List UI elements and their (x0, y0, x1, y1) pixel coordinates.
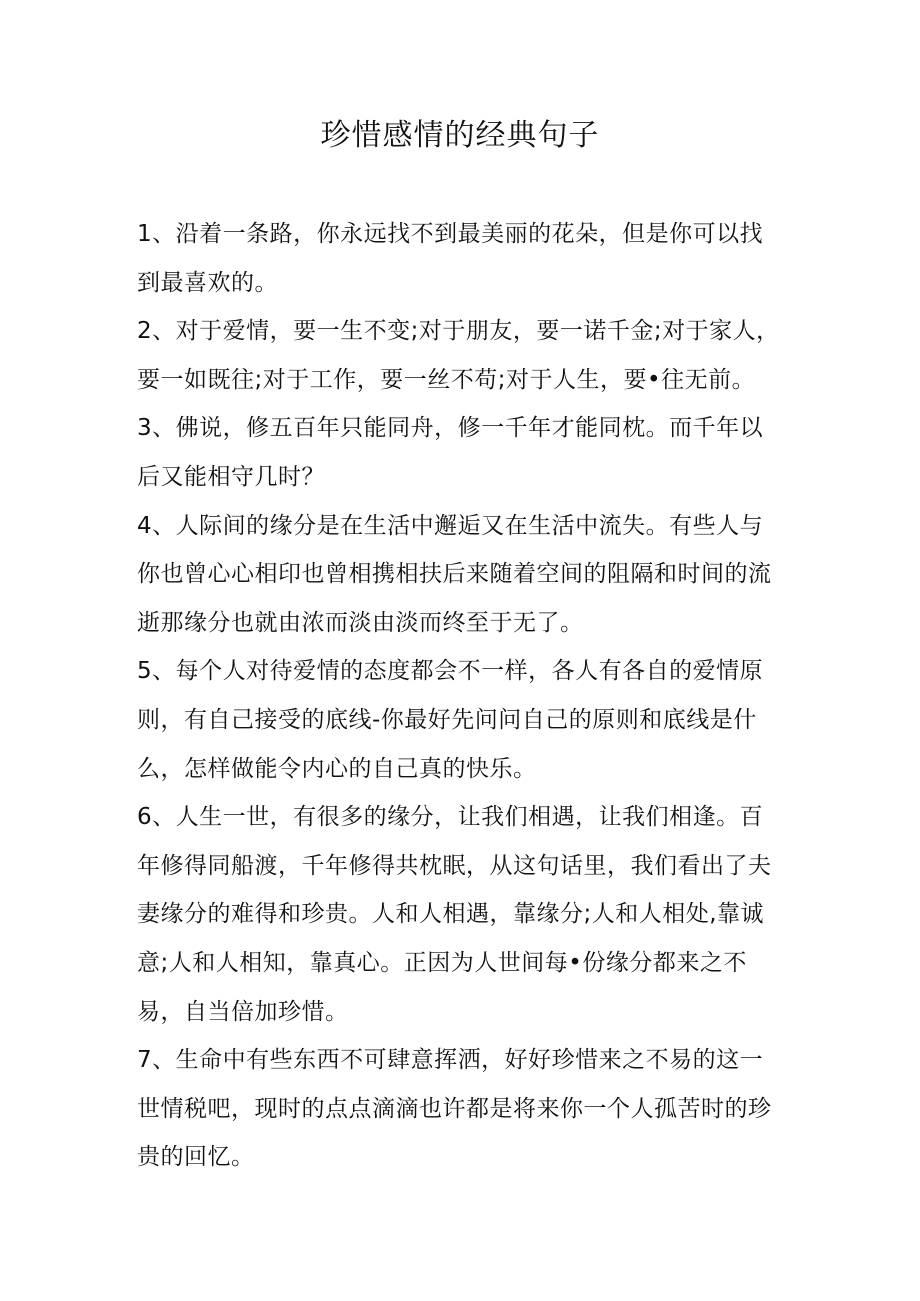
list-item-4: 4、人际间的缘分是在生活中邂逅又在生活中流失。有些人与你也曾心心相印也曾相携相扶后来随着空间的阻隔和时间的流逝那缘分也就由浓而淡由淡而终至于无了。 (137, 512, 772, 636)
list-item-3: 3、佛说，修五百年只能同舟，修一千年才能同枕。而千年以后又能相守几时？ (137, 415, 764, 490)
page-title: 珍惜感情的经典句子 (320, 118, 600, 153)
list-item-1: 1、沿着一条路，你永远找不到最美丽的花朵，但是你可以找到最喜欢的。 (137, 221, 764, 296)
list-item-6: 6、人生一世，有很多的缘分，让我们相遇，让我们相逢。百年修得同船渡，千年修得共枕眠，从这句话里，我们看出了夫妻缘分的难得和珍贵。人和人相遇，靠缘分;人和人相处,靠诚意;人和人相知，靠真心。正因为人世间每•份缘分都来之不易，自当倍加珍惜。 (137, 804, 772, 1025)
list-item-2: 2、对于爱情，要一生不变;对于朋友，要一诺千金;对于家人，要一如既往;对于工作，要一丝不苟;对于人生，要•往无前。 (137, 318, 780, 393)
list-item-7: 7、生命中有些东西不可肆意挥洒，好好珍惜来之不易的这一世情税吧，现时的点点滴滴也许都是将来你一个人孤苦时的珍贵的回忆。 (137, 1047, 772, 1171)
document-body (137, 210, 783, 1182)
list-item-5: 5、每个人对待爱情的态度都会不一样，各人有各自的爱情原则，有自己接受的底线-你最好先问问自己的原则和底线是什么，怎样做能令内心的自己真的快乐。 (137, 658, 764, 782)
